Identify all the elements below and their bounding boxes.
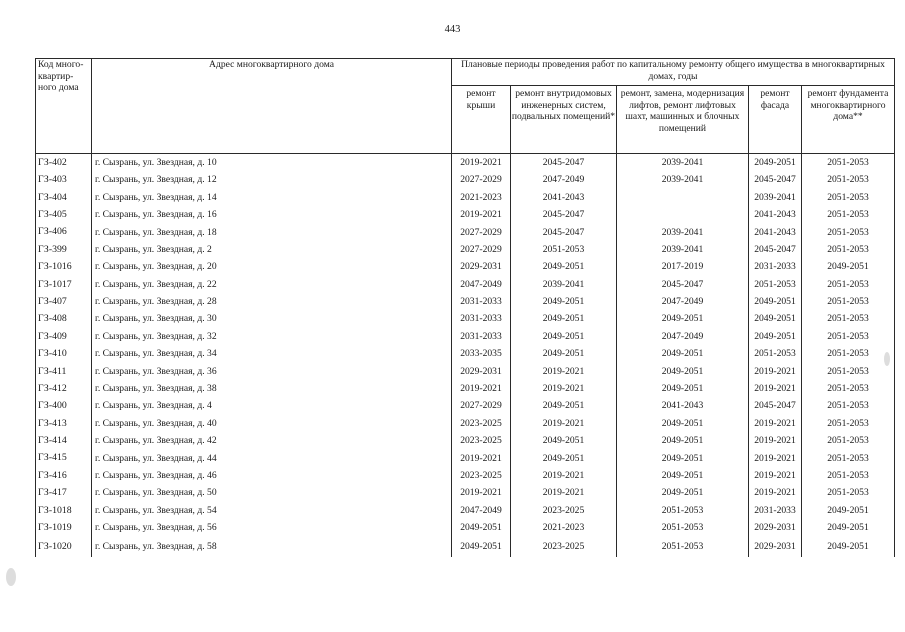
cell-address: г. Сызрань, ул. Звездная, д. 36	[92, 363, 452, 380]
cell-internal: 2019-2021	[511, 484, 617, 501]
cell-facade: 2049-2051	[749, 293, 802, 310]
scan-smudge	[884, 352, 890, 366]
cell-facade: 2051-2053	[749, 276, 802, 293]
cell-lifts: 2047-2049	[617, 328, 749, 345]
table-row	[36, 502, 895, 519]
cell-internal: 2049-2051	[511, 450, 617, 467]
cell-internal: 2049-2051	[511, 293, 617, 310]
cell-internal: 2019-2021	[511, 415, 617, 432]
table-row	[36, 328, 895, 345]
cell-lifts: 2039-2041	[617, 241, 749, 258]
cell-address: г. Сызрань, ул. Звездная, д. 12	[92, 171, 452, 188]
cell-code: ГЗ-408	[36, 311, 92, 328]
cell-lifts: 2049-2051	[617, 484, 749, 501]
header-periods: Плановые периоды проведения работ по капитальному ремонту общего имущества в многоквартирных домах, годы	[452, 59, 895, 86]
cell-code: ГЗ-1016	[36, 258, 92, 275]
cell-roof: 2047-2049	[452, 502, 511, 519]
cell-facade: 2031-2033	[749, 258, 802, 275]
cell-code: ГЗ-404	[36, 189, 92, 206]
cell-internal: 2019-2021	[511, 363, 617, 380]
table-row	[36, 467, 895, 484]
cell-roof: 2031-2033	[452, 293, 511, 310]
table-row	[36, 189, 895, 206]
cell-lifts: 2047-2049	[617, 293, 749, 310]
cell-foundation: 2051-2053	[802, 189, 895, 206]
cell-lifts: 2049-2051	[617, 380, 749, 397]
cell-roof: 2023-2025	[452, 432, 511, 449]
cell-address: г. Сызрань, ул. Звездная, д. 18	[92, 224, 452, 241]
cell-lifts: 2039-2041	[617, 171, 749, 188]
table-row	[36, 519, 895, 536]
cell-facade: 2019-2021	[749, 415, 802, 432]
header-roof: ремонт крыши	[452, 86, 511, 154]
table-row	[36, 432, 895, 449]
cell-roof: 2019-2021	[452, 154, 511, 172]
header-internal-systems: ремонт внутридомовых инженерных систем, подвальных помещений*	[511, 86, 617, 154]
cell-facade: 2019-2021	[749, 484, 802, 501]
cell-lifts: 2049-2051	[617, 415, 749, 432]
cell-internal: 2049-2051	[511, 345, 617, 362]
cell-facade: 2019-2021	[749, 467, 802, 484]
scan-smudge	[6, 568, 16, 586]
cell-code: ГЗ-403	[36, 171, 92, 188]
cell-roof: 2027-2029	[452, 171, 511, 188]
cell-internal: 2045-2047	[511, 224, 617, 241]
cell-facade: 2041-2043	[749, 224, 802, 241]
cell-internal: 2049-2051	[511, 258, 617, 275]
cell-internal: 2049-2051	[511, 328, 617, 345]
cell-internal: 2051-2053	[511, 241, 617, 258]
cell-facade: 2051-2053	[749, 345, 802, 362]
table-header	[36, 59, 895, 154]
cell-code: ГЗ-402	[36, 154, 92, 172]
cell-address: г. Сызрань, ул. Звездная, д. 34	[92, 345, 452, 362]
cell-roof: 2047-2049	[452, 276, 511, 293]
cell-facade: 2019-2021	[749, 363, 802, 380]
cell-roof: 2031-2033	[452, 311, 511, 328]
cell-code: ГЗ-415	[36, 450, 92, 467]
cell-code: ГЗ-1019	[36, 519, 92, 536]
cell-address: г. Сызрань, ул. Звездная, д. 20	[92, 258, 452, 275]
cell-roof: 2019-2021	[452, 206, 511, 223]
cell-foundation: 2051-2053	[802, 328, 895, 345]
cell-foundation: 2051-2053	[802, 380, 895, 397]
cell-roof: 2019-2021	[452, 450, 511, 467]
cell-foundation: 2051-2053	[802, 450, 895, 467]
cell-roof: 2019-2021	[452, 380, 511, 397]
repair-schedule-table-wrap	[35, 58, 895, 557]
cell-lifts: 2049-2051	[617, 363, 749, 380]
cell-code: ГЗ-411	[36, 363, 92, 380]
cell-address: г. Сызрань, ул. Звездная, д. 28	[92, 293, 452, 310]
table-row	[36, 415, 895, 432]
cell-code: ГЗ-1018	[36, 502, 92, 519]
cell-address: г. Сызрань, ул. Звездная, д. 2	[92, 241, 452, 258]
cell-address: г. Сызрань, ул. Звездная, д. 58	[92, 537, 452, 557]
cell-roof: 2029-2031	[452, 258, 511, 275]
cell-code: ГЗ-1017	[36, 276, 92, 293]
cell-facade: 2031-2033	[749, 502, 802, 519]
cell-lifts: 2051-2053	[617, 519, 749, 536]
cell-internal: 2047-2049	[511, 171, 617, 188]
cell-lifts: 2049-2051	[617, 311, 749, 328]
cell-foundation: 2049-2051	[802, 537, 895, 557]
cell-internal: 2045-2047	[511, 154, 617, 172]
cell-address: г. Сызрань, ул. Звездная, д. 38	[92, 380, 452, 397]
cell-roof: 2019-2021	[452, 484, 511, 501]
cell-code: ГЗ-399	[36, 241, 92, 258]
repair-schedule-table	[35, 58, 895, 557]
cell-code: ГЗ-416	[36, 467, 92, 484]
table-row	[36, 380, 895, 397]
cell-internal: 2019-2021	[511, 380, 617, 397]
cell-address: г. Сызрань, ул. Звездная, д. 14	[92, 189, 452, 206]
cell-lifts: 2051-2053	[617, 502, 749, 519]
cell-code: ГЗ-412	[36, 380, 92, 397]
cell-foundation: 2051-2053	[802, 363, 895, 380]
header-code: Код много-квартир-ного дома	[36, 59, 92, 154]
cell-code: ГЗ-406	[36, 224, 92, 241]
table-row	[36, 258, 895, 275]
cell-address: г. Сызрань, ул. Звездная, д. 16	[92, 206, 452, 223]
cell-address: г. Сызрань, ул. Звездная, д. 30	[92, 311, 452, 328]
cell-internal: 2049-2051	[511, 432, 617, 449]
cell-internal: 2049-2051	[511, 397, 617, 414]
cell-code: ГЗ-1020	[36, 537, 92, 557]
cell-internal: 2049-2051	[511, 311, 617, 328]
table-body	[36, 154, 895, 557]
cell-foundation: 2049-2051	[802, 258, 895, 275]
cell-facade: 2049-2051	[749, 154, 802, 172]
cell-lifts	[617, 189, 749, 206]
cell-lifts: 2049-2051	[617, 432, 749, 449]
cell-foundation: 2051-2053	[802, 206, 895, 223]
cell-code: ГЗ-414	[36, 432, 92, 449]
cell-internal: 2023-2025	[511, 502, 617, 519]
cell-facade: 2045-2047	[749, 397, 802, 414]
cell-address: г. Сызрань, ул. Звездная, д. 42	[92, 432, 452, 449]
table-row	[36, 206, 895, 223]
header-address: Адрес многоквартирного дома	[92, 59, 452, 154]
table-row	[36, 363, 895, 380]
table-row	[36, 224, 895, 241]
cell-facade: 2019-2021	[749, 432, 802, 449]
cell-code: ГЗ-417	[36, 484, 92, 501]
cell-foundation: 2051-2053	[802, 311, 895, 328]
cell-facade: 2019-2021	[749, 380, 802, 397]
cell-address: г. Сызрань, ул. Звездная, д. 54	[92, 502, 452, 519]
cell-facade: 2041-2043	[749, 206, 802, 223]
cell-foundation: 2051-2053	[802, 224, 895, 241]
table-row	[36, 293, 895, 310]
cell-roof: 2049-2051	[452, 537, 511, 557]
cell-lifts: 2041-2043	[617, 397, 749, 414]
header-foundation: ремонт фундамента многоквартирного дома**	[802, 86, 895, 154]
cell-address: г. Сызрань, ул. Звездная, д. 10	[92, 154, 452, 172]
cell-foundation: 2051-2053	[802, 154, 895, 172]
cell-address: г. Сызрань, ул. Звездная, д. 22	[92, 276, 452, 293]
cell-code: ГЗ-410	[36, 345, 92, 362]
cell-roof: 2023-2025	[452, 415, 511, 432]
table-row	[36, 276, 895, 293]
cell-roof: 2029-2031	[452, 363, 511, 380]
cell-foundation: 2051-2053	[802, 171, 895, 188]
cell-code: ГЗ-400	[36, 397, 92, 414]
cell-roof: 2027-2029	[452, 397, 511, 414]
cell-facade: 2019-2021	[749, 450, 802, 467]
cell-lifts: 2017-2019	[617, 258, 749, 275]
cell-code: ГЗ-405	[36, 206, 92, 223]
page-number: 443	[444, 24, 461, 35]
cell-internal: 2023-2025	[511, 537, 617, 557]
cell-code: ГЗ-413	[36, 415, 92, 432]
cell-roof: 2033-2035	[452, 345, 511, 362]
cell-foundation: 2051-2053	[802, 276, 895, 293]
header-facade: ремонт фасада	[749, 86, 802, 154]
cell-internal: 2039-2041	[511, 276, 617, 293]
table-row	[36, 311, 895, 328]
cell-foundation: 2049-2051	[802, 519, 895, 536]
table-row	[36, 537, 895, 557]
cell-lifts	[617, 206, 749, 223]
cell-facade: 2049-2051	[749, 328, 802, 345]
cell-address: г. Сызрань, ул. Звездная, д. 56	[92, 519, 452, 536]
cell-foundation: 2051-2053	[802, 484, 895, 501]
cell-internal: 2021-2023	[511, 519, 617, 536]
cell-internal: 2041-2043	[511, 189, 617, 206]
cell-lifts: 2049-2051	[617, 345, 749, 362]
cell-lifts: 2045-2047	[617, 276, 749, 293]
cell-address: г. Сызрань, ул. Звездная, д. 4	[92, 397, 452, 414]
cell-address: г. Сызрань, ул. Звездная, д. 40	[92, 415, 452, 432]
cell-foundation: 2051-2053	[802, 432, 895, 449]
cell-foundation: 2051-2053	[802, 293, 895, 310]
cell-address: г. Сызрань, ул. Звездная, д. 32	[92, 328, 452, 345]
cell-facade: 2049-2051	[749, 311, 802, 328]
cell-foundation: 2051-2053	[802, 467, 895, 484]
cell-lifts: 2039-2041	[617, 154, 749, 172]
table-row	[36, 154, 895, 172]
cell-address: г. Сызрань, ул. Звездная, д. 44	[92, 450, 452, 467]
cell-internal: 2019-2021	[511, 467, 617, 484]
cell-address: г. Сызрань, ул. Звездная, д. 46	[92, 467, 452, 484]
cell-lifts: 2049-2051	[617, 467, 749, 484]
cell-foundation: 2051-2053	[802, 345, 895, 362]
cell-internal: 2045-2047	[511, 206, 617, 223]
cell-lifts: 2051-2053	[617, 537, 749, 557]
cell-foundation: 2049-2051	[802, 502, 895, 519]
cell-facade: 2045-2047	[749, 171, 802, 188]
cell-lifts: 2039-2041	[617, 224, 749, 241]
table-row	[36, 345, 895, 362]
cell-roof: 2023-2025	[452, 467, 511, 484]
cell-facade: 2029-2031	[749, 519, 802, 536]
cell-roof: 2049-2051	[452, 519, 511, 536]
cell-roof: 2031-2033	[452, 328, 511, 345]
cell-address: г. Сызрань, ул. Звездная, д. 50	[92, 484, 452, 501]
cell-foundation: 2051-2053	[802, 415, 895, 432]
cell-foundation: 2051-2053	[802, 397, 895, 414]
cell-roof: 2027-2029	[452, 241, 511, 258]
cell-code: ГЗ-407	[36, 293, 92, 310]
cell-foundation: 2051-2053	[802, 241, 895, 258]
cell-roof: 2027-2029	[452, 224, 511, 241]
table-row	[36, 241, 895, 258]
cell-lifts: 2049-2051	[617, 450, 749, 467]
table-row	[36, 450, 895, 467]
table-row	[36, 397, 895, 414]
cell-facade: 2039-2041	[749, 189, 802, 206]
cell-roof: 2021-2023	[452, 189, 511, 206]
header-lifts: ремонт, замена, модернизация лифтов, ремонт лифтовых шахт, машинных и блочных помещений	[617, 86, 749, 154]
table-row	[36, 171, 895, 188]
cell-facade: 2029-2031	[749, 537, 802, 557]
table-row	[36, 484, 895, 501]
cell-code: ГЗ-409	[36, 328, 92, 345]
cell-facade: 2045-2047	[749, 241, 802, 258]
